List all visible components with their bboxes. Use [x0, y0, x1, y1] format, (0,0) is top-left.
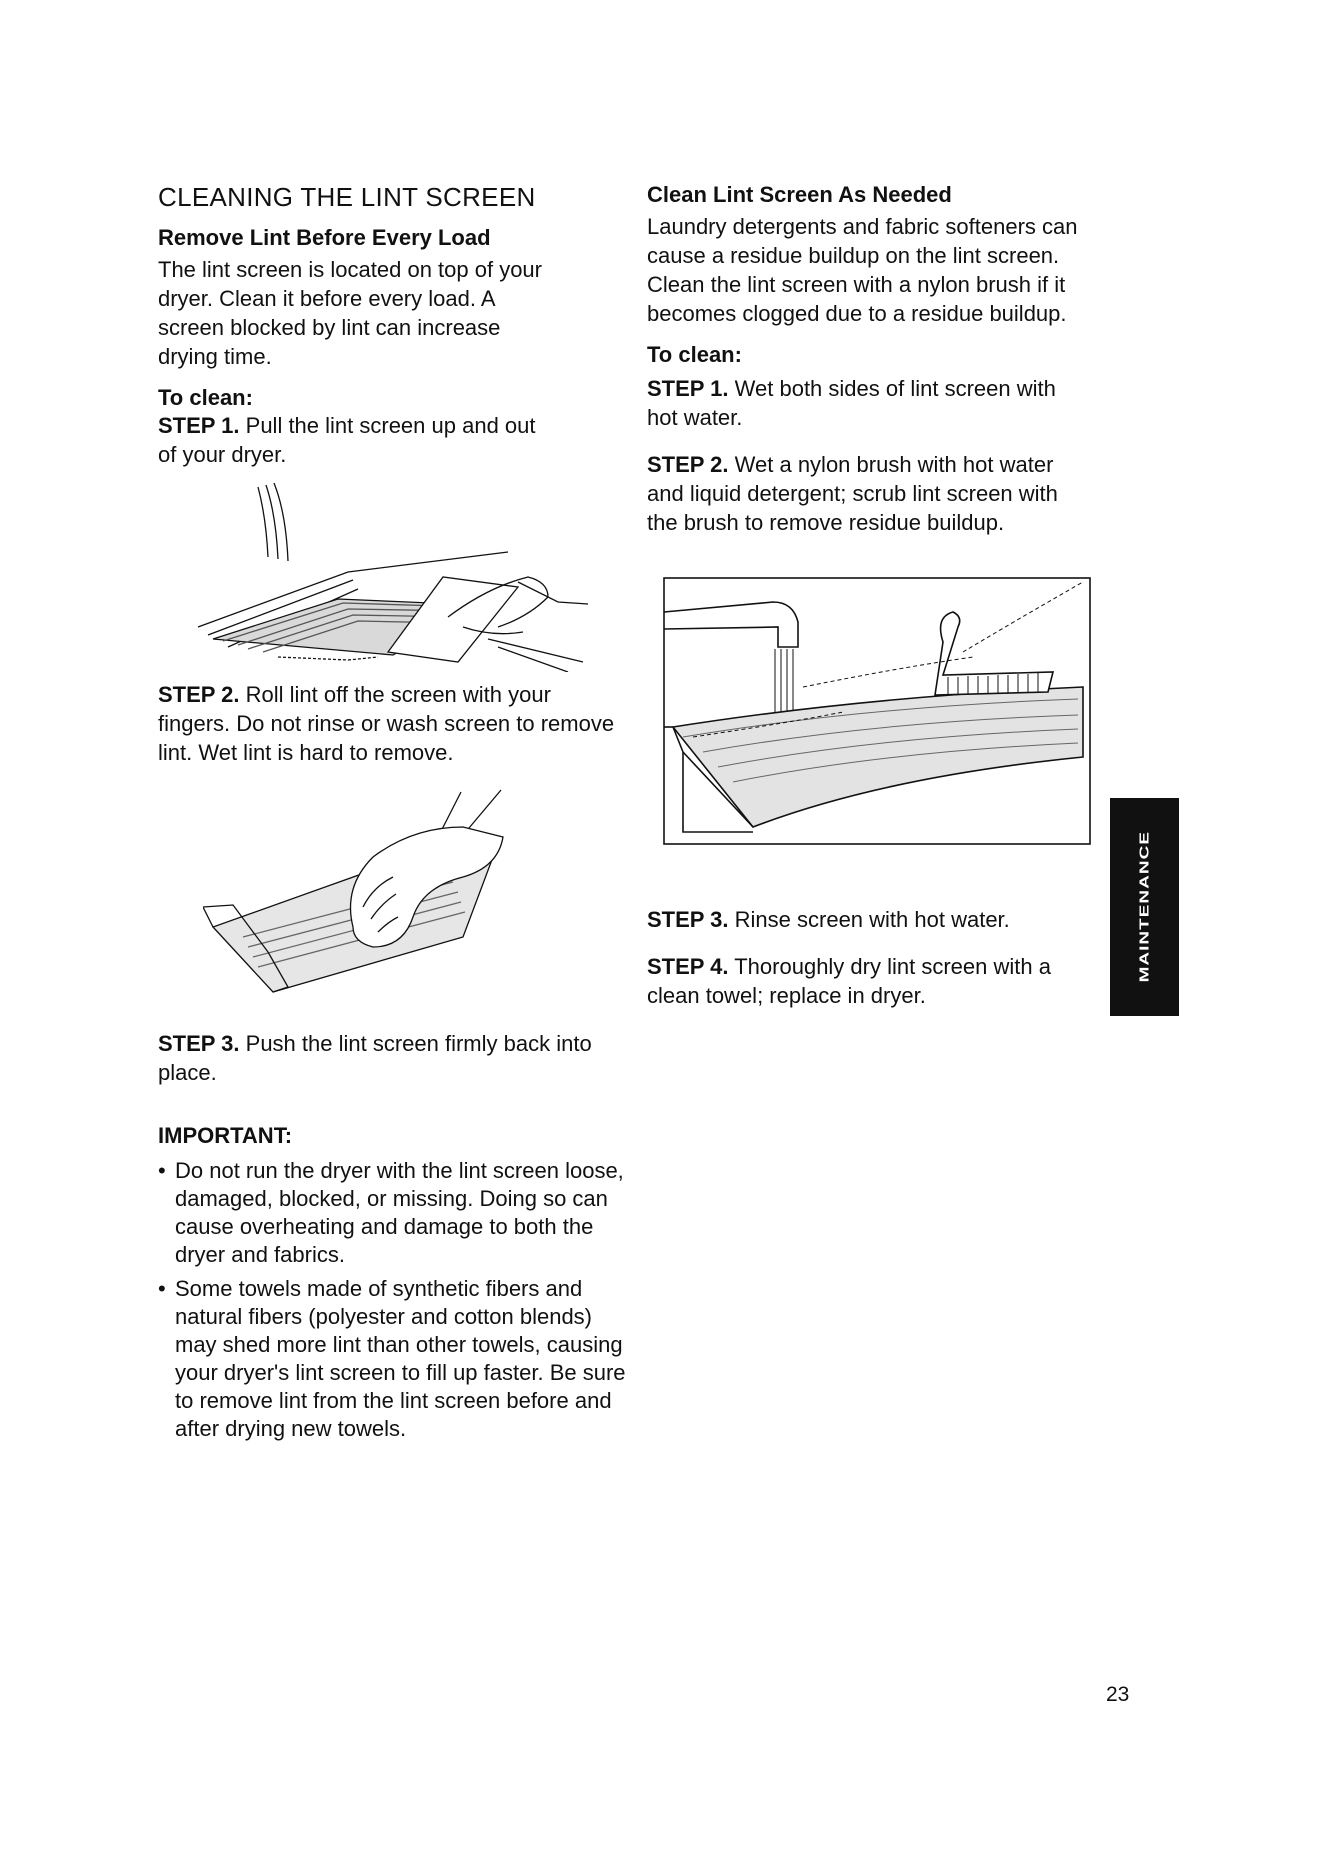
list-item: • Some towels made of synthetic fibers and natural fibers (polyester and cotton blends) may shed more lint than other towels, causing your dryer's lint screen to fill up faster. Be sure to remove lint from the lint screen before and after drying new towels. — [158, 1276, 626, 1441]
step-2 — [158, 680, 628, 767]
important-heading: IMPORTANT: — [158, 1123, 293, 1148]
step-label: STEP 2. — [158, 682, 240, 707]
step-text: Pull the lint screen up and out of your dryer. — [158, 413, 536, 467]
step-label: STEP 1. — [647, 376, 729, 401]
step-text: Wet both sides of lint screen with hot water. — [647, 376, 1056, 430]
pull-lint-screen-illustration — [188, 477, 628, 672]
step-3 — [158, 1029, 628, 1087]
step-label: STEP 3. — [647, 907, 729, 932]
step-text: Wet a nylon brush with hot water and liquid detergent; scrub lint screen with the brush to remove residue buildup. — [647, 452, 1058, 535]
step-label: STEP 1. — [158, 413, 240, 438]
step-label: STEP 4. — [647, 954, 729, 979]
maintenance-tab — [1110, 798, 1179, 1016]
step-label: STEP 2. — [647, 452, 729, 477]
important-list — [158, 1157, 628, 1443]
step-1 — [647, 374, 1067, 432]
step-text: Push the lint screen firmly back into place. — [158, 1031, 592, 1085]
to-clean-heading: To clean: — [647, 342, 742, 367]
step-text: Roll lint off the screen with your fingers. Do not rinse or wash screen to remove lint. Wet lint is hard to remove. — [158, 682, 615, 765]
page-number: 23 — [1106, 1683, 1130, 1706]
step-text: Rinse screen with hot water. — [728, 907, 1010, 932]
intro-paragraph: The lint screen is located on top of your dryer. Clean it before every load. A screen blocked by lint can increase drying time. — [158, 257, 542, 369]
right-column — [647, 182, 1117, 1010]
list-item: • Do not run the dryer with the lint screen loose, damaged, blocked, or missing. Doing so can cause overheating and damage to both the dryer and fabrics. — [158, 1158, 624, 1267]
section-heading-every-load: Remove Lint Before Every Load — [158, 225, 491, 250]
intro-paragraph: Laundry detergents and fabric softeners can cause a residue buildup on the lint screen. Clean the lint screen with a nylon brush if it becomes clogged due to a residue buildup. — [647, 214, 1078, 326]
step-text: Thoroughly dry lint screen with a clean towel; replace in dryer. — [647, 954, 1051, 1008]
step-1 — [158, 411, 558, 469]
roll-lint-illustration — [203, 787, 583, 1007]
page-title: CLEANING THE LINT SCREEN — [158, 182, 536, 212]
step-2 — [647, 450, 1067, 537]
to-clean-heading: To clean: — [158, 385, 253, 410]
step-4 — [647, 952, 1067, 1010]
tab-label: MAINTENANCE — [1136, 831, 1152, 983]
left-column — [158, 182, 628, 1449]
section-heading-as-needed: Clean Lint Screen As Needed — [647, 182, 952, 207]
scrub-lint-screen-illustration — [663, 577, 1093, 847]
step-label: STEP 3. — [158, 1031, 240, 1056]
step-3 — [647, 905, 1117, 934]
